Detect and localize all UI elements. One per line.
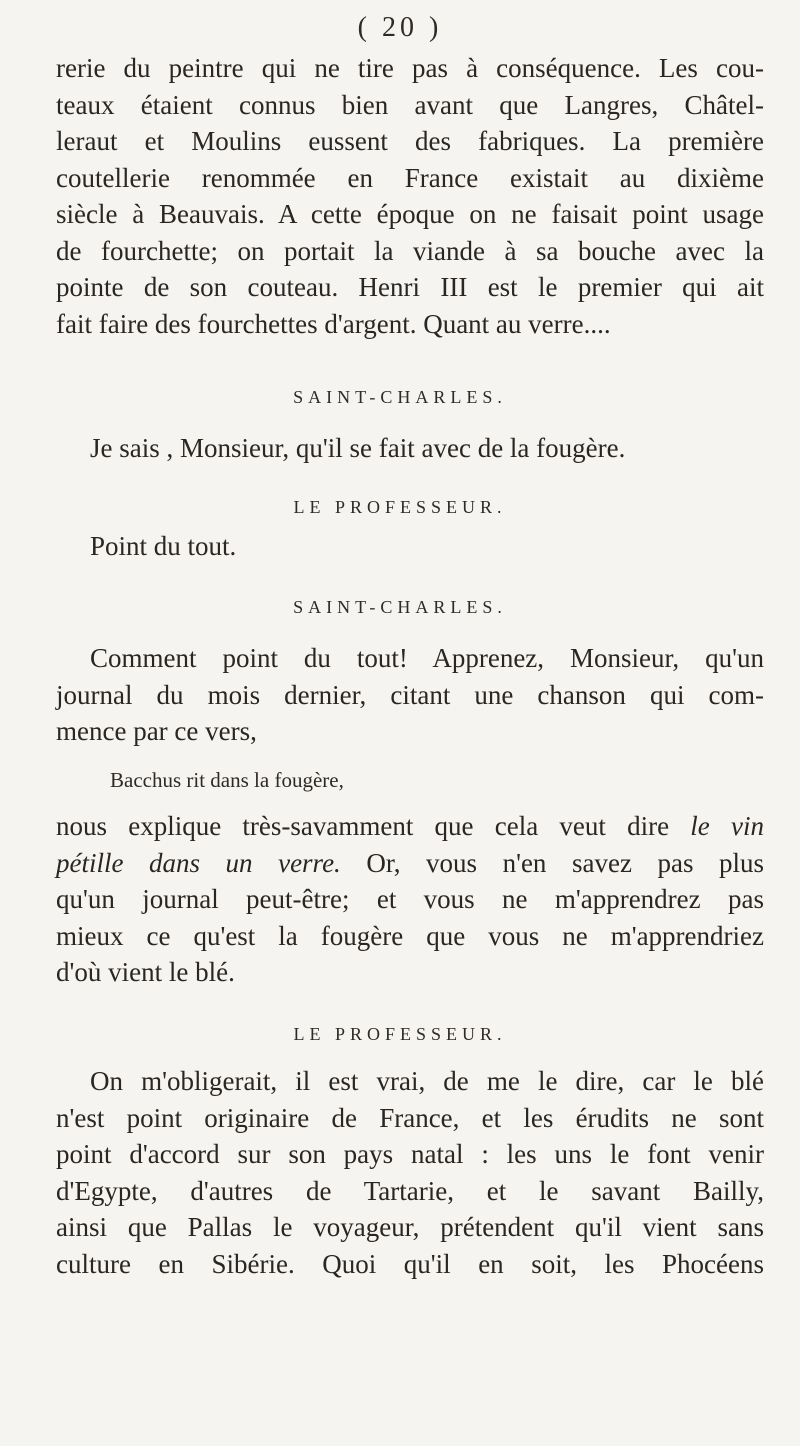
- paragraph-point-du-tout: [56, 528, 764, 565]
- text-line: n'est point originaire de France, et les érudits ne sont: [56, 1102, 764, 1133]
- text-line: pointe de son couteau. Henri III est le premier qui ait: [56, 272, 764, 302]
- text-line: d'Egypte, d'autres de Tartarie, et le savant Bailly,: [56, 1175, 764, 1206]
- paragraph-cutlery-text: [56, 50, 764, 342]
- paragraph-journal: [56, 640, 764, 750]
- text-line: ainsi que Pallas le voyageur, prétendent qu'il vient sans: [56, 1212, 764, 1242]
- text-line: fait faire des fourchettes d'argent. Quant au verre....: [56, 308, 611, 339]
- text-line: point d'accord sur son pays natal : les uns le font venir: [56, 1139, 764, 1169]
- text-line: journal du mois dernier, citant une chanson qui com-: [56, 679, 764, 710]
- text-line: teaux étaient connus bien avant que Langres, Châtel-: [56, 89, 764, 120]
- italic-text: le vin: [690, 811, 764, 841]
- text-line: siècle à Beauvais. A cette époque on ne faisait point usage: [56, 199, 764, 229]
- speaker-heading: LE PROFESSEUR.: [293, 1024, 507, 1044]
- paragraph-cutlery: [56, 50, 764, 342]
- text-line: leraut et Moulins eussent des fabriques. La première: [56, 126, 764, 156]
- italic-text: pétille dans un verre.: [56, 847, 341, 878]
- paragraph-explique: [56, 808, 764, 991]
- text-line: culture en Sibérie. Quoi qu'il en soit, les Phocéens: [56, 1248, 764, 1279]
- paragraph-fougere: [56, 430, 764, 467]
- text-line: [56, 845, 764, 882]
- speaker-heading: LE PROFESSEUR.: [293, 497, 507, 517]
- text-line: Point du tout.: [90, 531, 237, 561]
- speaker-heading: SAINT-CHARLES.: [293, 597, 507, 617]
- verse-line: Bacchus rit dans la fougère,: [110, 768, 344, 792]
- text-line: Comment point du tout! Apprenez, Monsieur, qu'un: [90, 643, 764, 673]
- page-number: ( 20 ): [357, 12, 443, 43]
- text-line: d'où vient le blé.: [56, 957, 235, 987]
- paragraph-ble: [56, 1063, 764, 1282]
- text-line: mieux ce qu'est la fougère que vous ne m'apprendriez: [56, 920, 764, 951]
- text-line: On m'obligerait, il est vrai, de me le dire, car le blé: [90, 1066, 764, 1096]
- text-span: nous explique très-savamment que cela veut dire: [56, 811, 691, 841]
- speaker-heading: SAINT-CHARLES.: [293, 387, 507, 407]
- text-line: mence par ce vers,: [56, 716, 257, 746]
- text-line: Je sais , Monsieur, qu'il se fait avec de la fougère.: [90, 433, 626, 463]
- text-line: rerie du peintre qui ne tire pas à conséquence. Les cou-: [56, 53, 764, 83]
- text-line: [56, 808, 764, 845]
- text-line: de fourchette; on portait la viande à sa bouche avec la: [56, 235, 764, 266]
- text-span: Or, vous n'en savez pas plus: [340, 847, 764, 878]
- text-line: coutellerie renommée en France existait au dixième: [56, 162, 764, 193]
- text-line: qu'un journal peut-être; et vous ne m'apprendrez pas: [56, 884, 764, 914]
